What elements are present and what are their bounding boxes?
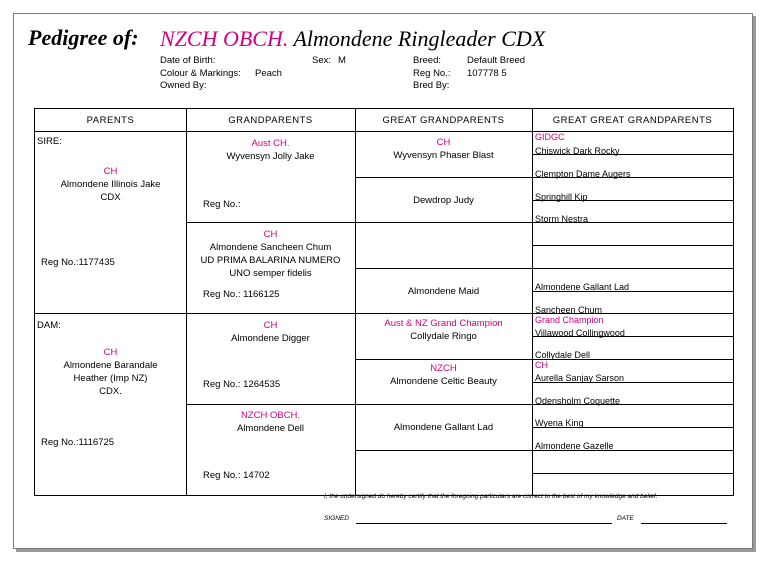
ggg-name: Collydale Dell: [535, 350, 591, 360]
great-grandparent-entry: [355, 317, 532, 343]
great-grandparent-title: Aust & NZ Grand Champion: [384, 318, 503, 329]
great-grandparent-name: Almondene Celtic Beauty: [390, 376, 497, 387]
row-divider: [186, 222, 733, 223]
great-grandparent-entry: [355, 421, 532, 434]
dam-name-suffix: CDX.: [99, 386, 122, 397]
sire-title: CH: [103, 166, 118, 177]
grandparent-reg: Reg No.: 14702: [203, 470, 270, 481]
ggg-name: Odensholm Coquette: [535, 396, 621, 406]
great-grandparent-name: Collydale Ringo: [410, 331, 477, 342]
great-grandparent-title: NZCH: [430, 363, 457, 374]
col-divider: [186, 109, 187, 495]
sex-value: M: [338, 55, 346, 66]
grandparent-name: Almondene Digger: [231, 333, 310, 344]
row-divider: [532, 245, 733, 246]
header-divider: [35, 131, 733, 132]
row-divider: [355, 268, 733, 269]
dog-title-prefix: NZCH OBCH.: [160, 26, 289, 51]
great-grandparent-entry: [355, 194, 532, 207]
signed-label: SIGNED: [324, 515, 349, 522]
breed-value: Default Breed: [467, 55, 526, 66]
grandparent-title: CH: [263, 229, 278, 240]
bred-label: Bred By:: [413, 80, 450, 91]
date-line[interactable]: [641, 523, 727, 524]
grandparent-entry: [186, 409, 355, 435]
signature-line[interactable]: [356, 523, 612, 524]
date-label: DATE: [617, 515, 634, 522]
ggg-name: Almondene Gazelle: [535, 441, 614, 451]
sire-name: Almondene Illinois Jake: [60, 179, 161, 190]
sire-label: SIRE:: [37, 136, 62, 147]
dam-title: CH: [103, 347, 118, 358]
grandparent-reg: Reg No.: 1166125: [203, 289, 280, 300]
great-grandparent-name: Wyvensyn Phaser Blast: [393, 150, 494, 161]
dog-title: [160, 26, 545, 52]
ggg-title: CH: [535, 360, 548, 370]
sire-name-suffix: CDX: [100, 192, 121, 203]
reg-value: 107778 5: [467, 68, 507, 79]
ggg-name: Springhill Kip: [535, 192, 588, 202]
ggg-name: Wyena King: [535, 418, 584, 428]
great-grandparent-name: Almondene Gallant Lad: [393, 422, 494, 433]
sire-entry: [35, 165, 186, 204]
grandparent-name-line2: UD PRIMA BALARINA NUMERO: [200, 255, 341, 266]
grandparent-entry: [186, 319, 355, 345]
grandparent-name: Wyvensyn Jolly Jake: [226, 151, 315, 162]
grandparent-entry: [186, 228, 355, 280]
sex-label: Sex:: [312, 55, 332, 66]
col-header-great-grandparents: GREAT GRANDPARENTS: [382, 115, 505, 126]
ggg-name: Aurella Sanjay Sarson: [535, 373, 625, 383]
pedigree-table: [34, 108, 734, 496]
great-grandparent-entry: [355, 362, 532, 388]
grandparent-title: CH: [263, 320, 278, 331]
grandparent-name-line3: UNO semper fidelis: [229, 268, 312, 279]
dam-name: Almondene Barandale: [63, 360, 158, 371]
dog-name: Almondene Ringleader CDX: [293, 26, 546, 51]
dam-reg: Reg No.:1116725: [41, 437, 115, 448]
ggg-title: GIDGC: [535, 132, 565, 142]
col-header-parents: PARENTS: [86, 115, 135, 126]
breed-label: Breed:: [413, 55, 441, 66]
ggg-name: Villawood Collingwood: [535, 328, 625, 338]
colour-value: Peach: [255, 68, 282, 79]
col-divider: [532, 109, 533, 495]
grandparent-name: Almondene Sancheen Chum: [209, 242, 332, 253]
grandparent-reg: Reg No.: 1264535: [203, 379, 281, 390]
grandparent-reg: Reg No.:: [203, 199, 241, 210]
ggg-name: Sancheen Chum: [535, 305, 603, 315]
sire-reg: Reg No.:1177435: [41, 257, 115, 268]
row-divider: [186, 404, 733, 405]
col-header-great-great-grandparents: GREAT GREAT GRANDPARENTS: [552, 115, 713, 126]
ggg-name: Chiswick Dark Rocky: [535, 146, 620, 156]
certification-statement: I, the undersigned do hereby certify that the foregoing particulars are correct to the best of my knowledge and belief.: [324, 493, 658, 500]
colour-label: Colour & Markings:: [160, 68, 241, 79]
dob-label: Date of Birth:: [160, 55, 216, 66]
ggg-name: Almondene Gallant Lad: [535, 282, 630, 292]
dam-entry: [35, 346, 186, 398]
col-header-grandparents: GRANDPARENTS: [228, 115, 313, 126]
ggg-name: Storm Nestra: [535, 214, 589, 224]
great-grandparent-entry: [355, 136, 532, 162]
reg-label: Reg No.:: [413, 68, 451, 79]
great-grandparent-title: CH: [436, 137, 451, 148]
great-grandparent-name: Dewdrop Judy: [413, 195, 474, 206]
owned-label: Owned By:: [160, 80, 207, 91]
great-grandparent-entry: [355, 285, 532, 298]
dam-label: DAM:: [37, 320, 61, 331]
grandparent-name: Almondene Dell: [236, 423, 305, 434]
grandparent-entry: [186, 137, 355, 163]
grandparent-title: NZCH OBCH.: [240, 410, 301, 421]
ggg-name: Clempton Dame Augers: [535, 169, 631, 179]
dam-name-line2: Heather (Imp NZ): [73, 373, 148, 384]
ggg-title: Grand Champion: [535, 315, 604, 325]
grandparent-title: Aust CH.: [251, 138, 290, 149]
col-divider: [355, 109, 356, 495]
row-divider: [35, 313, 733, 314]
pedigree-label: Pedigree of:: [28, 25, 139, 50]
great-grandparent-name: Almondene Maid: [407, 286, 480, 297]
row-divider: [532, 473, 733, 474]
